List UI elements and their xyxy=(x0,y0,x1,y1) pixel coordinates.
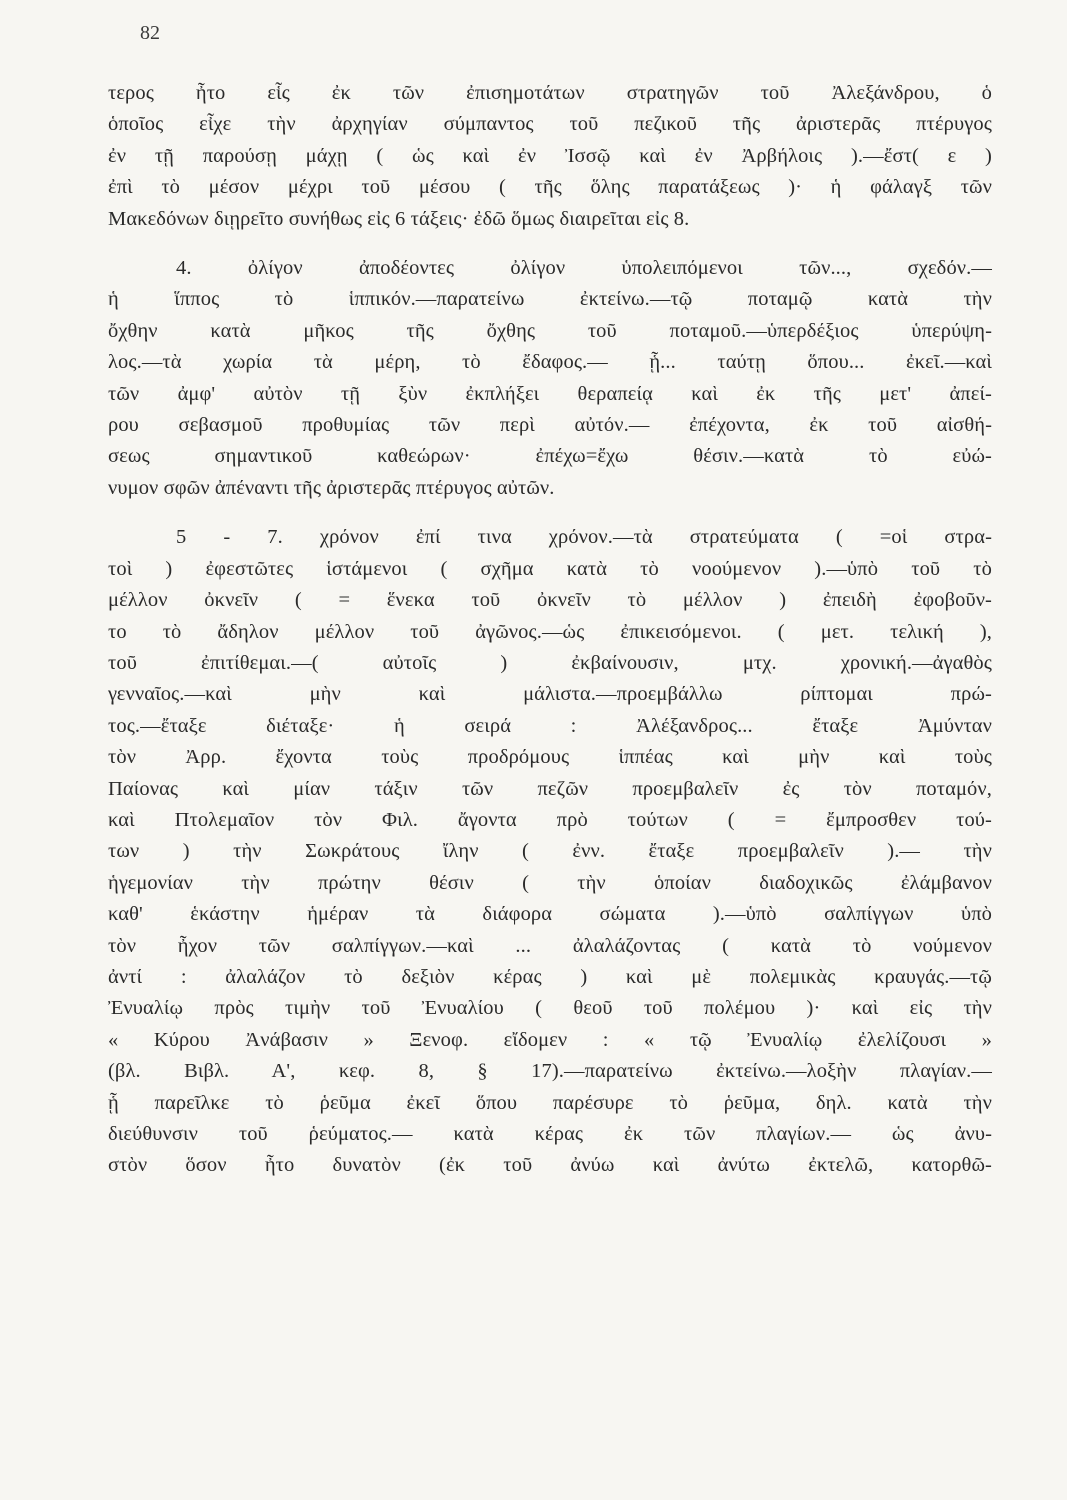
text-line: τὸν ἦχον τῶν σαλπίγγων.—καὶ ... ἀλαλάζοντας ( κατὰ τὸ νούμενον xyxy=(108,934,992,957)
text-line: νυμον σφῶν ἀπέναντι τῆς ἀριστερᾶς πτέρυγος αὐτῶν. xyxy=(108,476,555,499)
text-line: των ) τὴν Σωκράτους ἴλην ( ἐνν. ἔταξε προεμβαλεῖν ).— τὴν xyxy=(108,840,992,863)
text-line: Παίονας καὶ μίαν τάξιν τῶν πεζῶν προεμβαλεῖν ἐς τὸν ποταμόν, xyxy=(108,777,992,800)
text-line: καθ' ἑκάστην ἡμέραν τὰ διάφορα σώματα ).—ὑπὸ σαλπίγγων ὑπὸ xyxy=(108,903,992,926)
text-line: (βλ. Βιβλ. Α', κεφ. 8, § 17).—παρατείνω ἐκτείνω.—λοξὴν πλαγίαν.— xyxy=(108,1060,992,1083)
page-number: 82 xyxy=(140,22,160,44)
text-line: ρου σεβασμοῦ προθυμίας τῶν περὶ αὐτόν.— ἐπέχοντα, ἐκ τοῦ αἰσθή- xyxy=(108,414,992,437)
text-line: Ἐνυαλίῳ πρὸς τιμὴν τοῦ Ἐνυαλίου ( θεοῦ τοῦ πολέμου )· καὶ εἰς τὴν xyxy=(108,997,992,1020)
text-line: σεως σημαντικοῦ καθεώρων· ἐπέχω=ἔχω θέσιν.—κατὰ τὸ εὐώ- xyxy=(108,445,992,468)
text-line: τος.—ἔταξε διέταξε· ἡ σειρά : Ἀλέξανδρος... ἔταξε Ἀμύνταν xyxy=(108,714,992,737)
text-line: τὸν Ἀρρ. ἔχοντα τοὺς προδρόμους ἱππέας καὶ μὴν καὶ τοὺς xyxy=(108,746,992,769)
text-line: διεύθυνσιν τοῦ ῥεύματος.— κατὰ κέρας ἐκ τῶν πλαγίων.— ὡς ἀνυ- xyxy=(108,1123,992,1145)
text-line: το τὸ ἄδηλον μέλλον τοῦ ἀγῶνος.—ὡς ἐπικεισόμενοι. ( μετ. τελική ), xyxy=(108,620,992,643)
text-line: ᾗ παρεῖλκε τὸ ῥεῦμα ἐκεῖ ὅπου παρέσυρε τὸ ῥεῦμα, δηλ. κατὰ τὴν xyxy=(108,1091,992,1114)
text-line: 4. ὀλίγον ἀποδέοντες ὀλίγον ὑπολειπόμενοι τῶν..., σχεδόν.— xyxy=(176,257,992,280)
text-line: Μακεδόνων διῃρεῖτο συνήθως εἰς 6 τάξεις· ἐδῶ ὅμως διαιρεῖται εἰς 8. xyxy=(108,207,690,230)
paragraph-2 xyxy=(108,253,992,504)
text-line: ἀντί : ἀλαλάζον τὸ δεξιὸν κέρας ) καὶ μὲ πολεμικὰς κραυγάς.—τῷ xyxy=(108,965,992,988)
text-line: « Κύρου Ἀνάβασιν » Ξενοφ. εἴδομεν : « τῷ Ἐνυαλίῳ ἐλελίζουσι » xyxy=(108,1028,992,1051)
text-line: λος.—τὰ χωρία τὰ μέρη, τὸ ἔδαφος.— ᾗ... ταύτῃ ὅπου... ἐκεῖ.—καὶ xyxy=(108,351,992,374)
text-line: ἐν τῇ παρούσῃ μάχῃ ( ὡς καὶ ἐν Ἰσσῷ καὶ ἐν Ἀρβήλοις ).—ἔστ( ε ) xyxy=(108,144,992,167)
text-line: τερος ἦτο εἷς ἐκ τῶν ἐπισημοτάτων στρατηγῶν τοῦ Ἀλεξάνδρου, ὁ xyxy=(108,82,992,104)
text-line: στὸν ὅσον ἦτο δυνατὸν (ἐκ τοῦ ἀνύω καὶ ἀνύτω ἐκτελῶ, κατορθῶ- xyxy=(108,1154,992,1177)
text-line: 5 - 7. χρόνον ἐπί τινα χρόνον.—τὰ στρατεύματα ( =οἱ στρα- xyxy=(176,526,992,549)
text-line: ἐπὶ τὸ μέσον μέχρι τοῦ μέσου ( τῆς ὅλης παρατάξεως )· ἡ φάλαγξ τῶν xyxy=(108,176,992,199)
text-line: μέλλον ὀκνεῖν ( = ἕνεκα τοῦ ὀκνεῖν τὸ μέλλον ) ἐπειδὴ ἐφοβοῦν- xyxy=(108,589,992,612)
text-line: ὁποῖος εἶχε τὴν ἀρχηγίαν σύμπαντος τοῦ πεζικοῦ τῆς ἀριστερᾶς πτέρυγος xyxy=(108,113,992,136)
paragraph-3 xyxy=(108,522,992,1182)
text-line: ἡγεμονίαν τὴν πρώτην θέσιν ( τὴν ὁποίαν διαδοχικῶς ἐλάμβανον xyxy=(108,871,992,894)
text-line: τοῦ ἐπιτίθεμαι.—( αὐτοῖς ) ἐκβαίνουσιν, μτχ. χρονική.—ἀγαθὸς xyxy=(108,651,992,674)
text-line: ἡ ἵππος τὸ ἱππικόν.—παρατείνω ἐκτείνω.—τῷ ποταμῷ κατὰ τὴν xyxy=(108,288,992,311)
text-line: ὄχθην κατὰ μῆκος τῆς ὄχθης τοῦ ποταμοῦ.—ὑπερδέξιος ὑπερύψη- xyxy=(108,319,992,342)
text-line: καὶ Πτολεμαῖον τὸν Φιλ. ἄγοντα πρὸ τούτων ( = ἔμπροσθεν τού- xyxy=(108,808,992,831)
text-line: γενναῖος.—καὶ μὴν καὶ μάλιστα.—προεμβάλλω ρίπτομαι πρώ- xyxy=(108,683,992,706)
paragraph-1 xyxy=(108,78,992,235)
text-line: τῶν ἀμφ' αὐτὸν τῇ ξὺν ἐκπλήξει θεραπείᾳ καὶ ἐκ τῆς μετ' ἀπεί- xyxy=(108,382,992,405)
commentary-text xyxy=(108,78,992,1200)
text-line: τοὶ ) ἐφεστῶτες ἱστάμενοι ( σχῆμα κατὰ τὸ νοούμενον ).—ὑπὸ τοῦ τὸ xyxy=(108,557,992,580)
